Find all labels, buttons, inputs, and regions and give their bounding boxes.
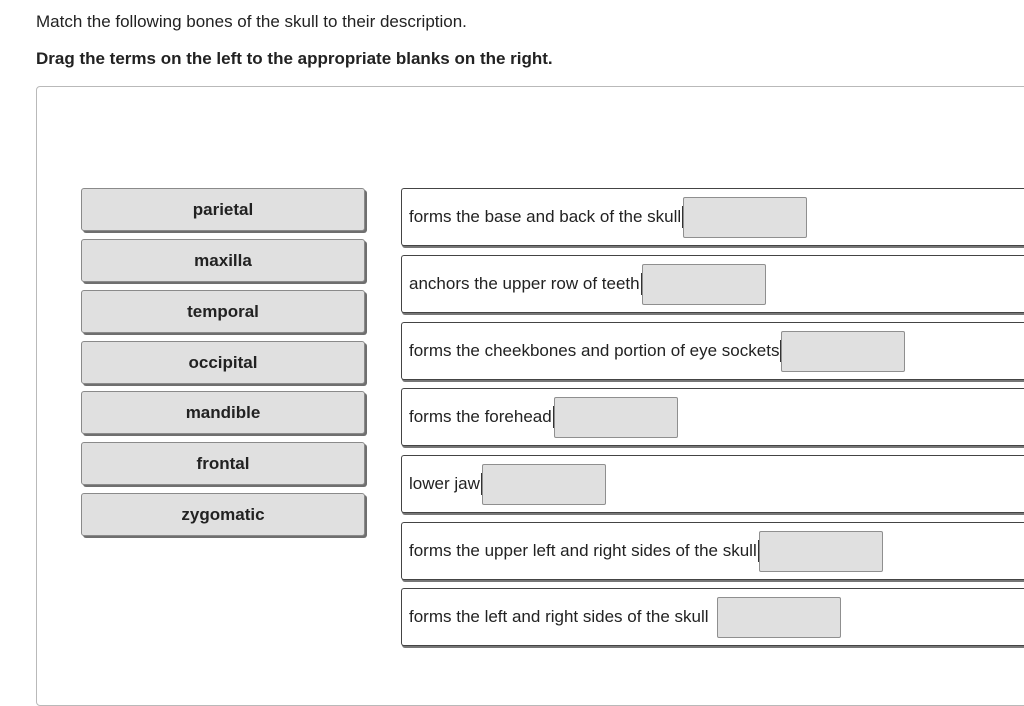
description-row xyxy=(401,588,1024,646)
description-text: anchors the upper row of teeth xyxy=(409,274,640,293)
term-maxilla[interactable]: maxilla xyxy=(81,239,365,282)
instruction-bold-text: Drag the terms on the left to the appropriate blanks on the right. xyxy=(36,49,553,68)
description-row xyxy=(401,388,1024,446)
term-occipital[interactable]: occipital xyxy=(81,341,365,384)
description-text: forms the base and back of the skull xyxy=(409,207,682,226)
description-row xyxy=(401,255,1024,313)
term-temporal[interactable]: temporal xyxy=(81,290,365,333)
drop-target-blank[interactable] xyxy=(554,397,678,438)
drop-target-blank[interactable] xyxy=(717,597,841,638)
drop-target-blank[interactable] xyxy=(781,331,905,372)
term-parietal[interactable]: parietal xyxy=(81,188,365,231)
description-text: forms the forehead xyxy=(409,407,552,426)
description-text: forms the left and right sides of the skull xyxy=(409,607,709,626)
term-frontal[interactable]: frontal xyxy=(81,442,365,485)
description-text: forms the upper left and right sides of the skull xyxy=(409,541,757,560)
description-row xyxy=(401,455,1024,513)
description-row xyxy=(401,522,1024,580)
description-row xyxy=(401,188,1024,246)
drop-target-blank[interactable] xyxy=(759,531,883,572)
drop-target-blank[interactable] xyxy=(482,464,606,505)
description-text: forms the cheekbones and portion of eye sockets xyxy=(409,341,780,360)
term-mandible[interactable]: mandible xyxy=(81,391,365,434)
description-row xyxy=(401,322,1024,380)
description-text: lower jaw xyxy=(409,474,480,493)
instruction-text: Match the following bones of the skull to their description. xyxy=(36,12,467,31)
term-zygomatic[interactable]: zygomatic xyxy=(81,493,365,536)
drop-target-blank[interactable] xyxy=(642,264,766,305)
drop-target-blank[interactable] xyxy=(683,197,807,238)
